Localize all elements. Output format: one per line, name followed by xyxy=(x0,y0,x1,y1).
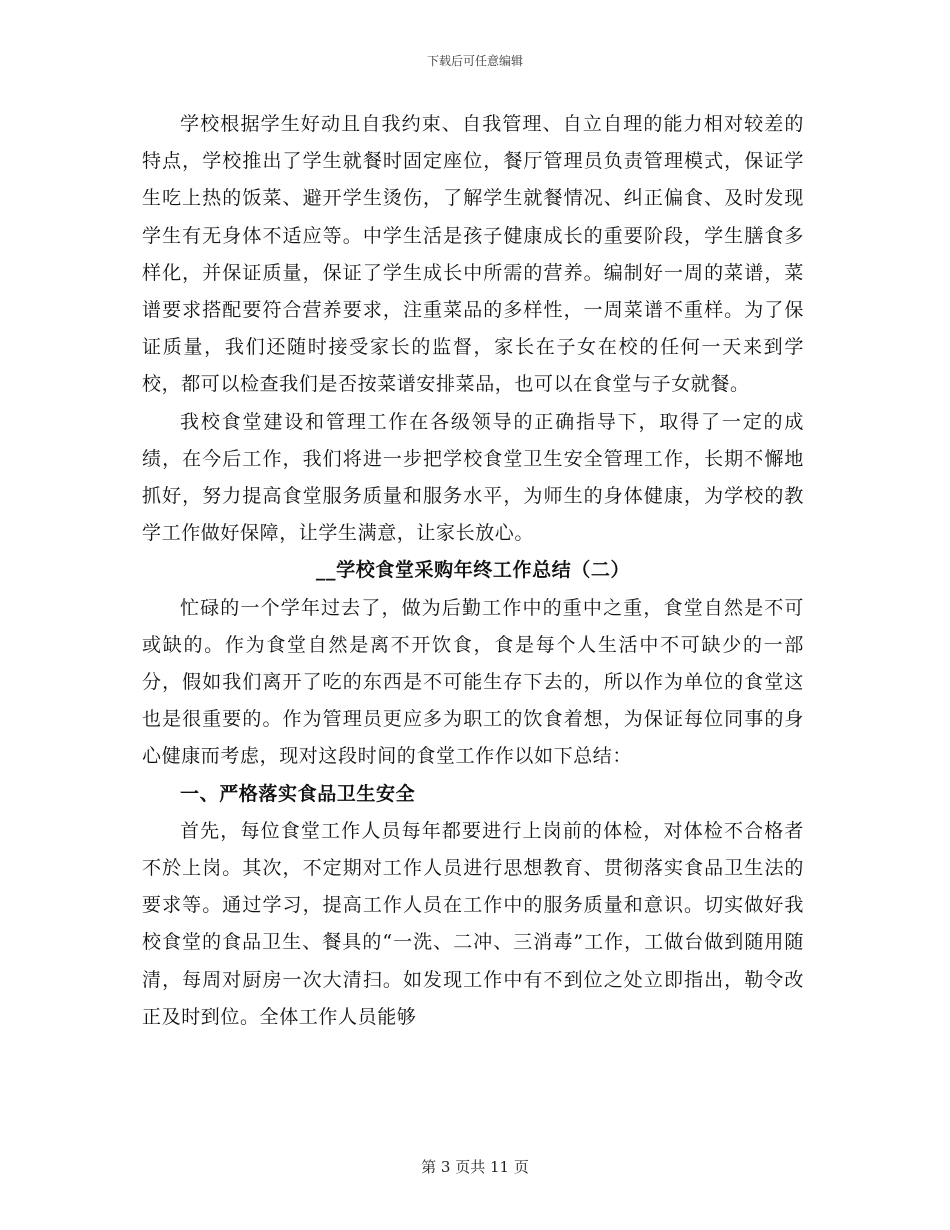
document-title: __学校食堂采购年终工作总结（二） xyxy=(315,559,631,582)
page-header: 下载后可任意编辑 xyxy=(426,54,523,68)
page-number: 第 3 页共 11 页 xyxy=(421,1158,529,1176)
paragraph-conclusion: 我校食堂建设和管理工作在各级领导的正确指导下，取得了一定的成绩，在今后工作，我们将进一步把学校食堂卫生安全管理工作，长期不懈地抓好，努力提高食堂服务质量和服务水平，为师生的身体健康，为学校的教学工作做好保障，让学生满意，让家长放心。 xyxy=(142,410,804,545)
paragraph-food-safety: 首先，每位食堂工作人员每年都要进行上岗前的体检，对体检不合格者不於上岗。其次，不定期对工作人员进行思想教育、贯彻落实食品卫生法的要求等。通过学习，提高工作人员在工作中的服务质量和意识。切实做好我校食堂的食品卫生、餐具的“一洗、二冲、三消毒”工作，工做台做到随用随清，每周对厨房一次大清扫。如发现工作中有不到位之处立即指出，勒令改正及时到位。全体工作人员能够 xyxy=(142,819,804,1028)
paragraph-intro: 忙碌的一个学年过去了，做为后勤工作中的重中之重，食堂自然是不可或缺的。作为食堂自然是离不开饮食，食是每个人生活中不可缺少的一部分，假如我们离开了吃的东西是不可能生存下去的，所以作为单位的食堂这也是很重要的。作为管理员更应多为职工的饮食着想，为保证每位同事的身心健康而考虑，现对这段时间的食堂工作作以如下总结： xyxy=(142,596,804,768)
section-heading: 一、严格落实食品卫生安全 xyxy=(180,782,416,805)
document-body xyxy=(142,106,804,1036)
paragraph-dining-management: 学校根据学生好动且自我约束、自我管理、自立自理的能力相对较差的特点，学校推出了学生就餐时固定座位，餐厅管理员负责管理模式，保证学生吃上热的饭菜、避开学生烫伤，了解学生就餐情况、纠正偏食、及时发现学生有无身体不适应等。中学生活是孩子健康成长的重要阶段，学生膳食多样化，并保证质量，保证了学生成长中所需的营养。编制好一周的菜谱，菜谱要求搭配要符合营养要求，注重菜品的多样性，一周菜谱不重样。为了保证质量，我们还随时接受家长的监督，家长在子女在校的任何一天来到学校，都可以检查我们是否按菜谱安排菜品，也可以在食堂与子女就餐。 xyxy=(142,113,804,396)
